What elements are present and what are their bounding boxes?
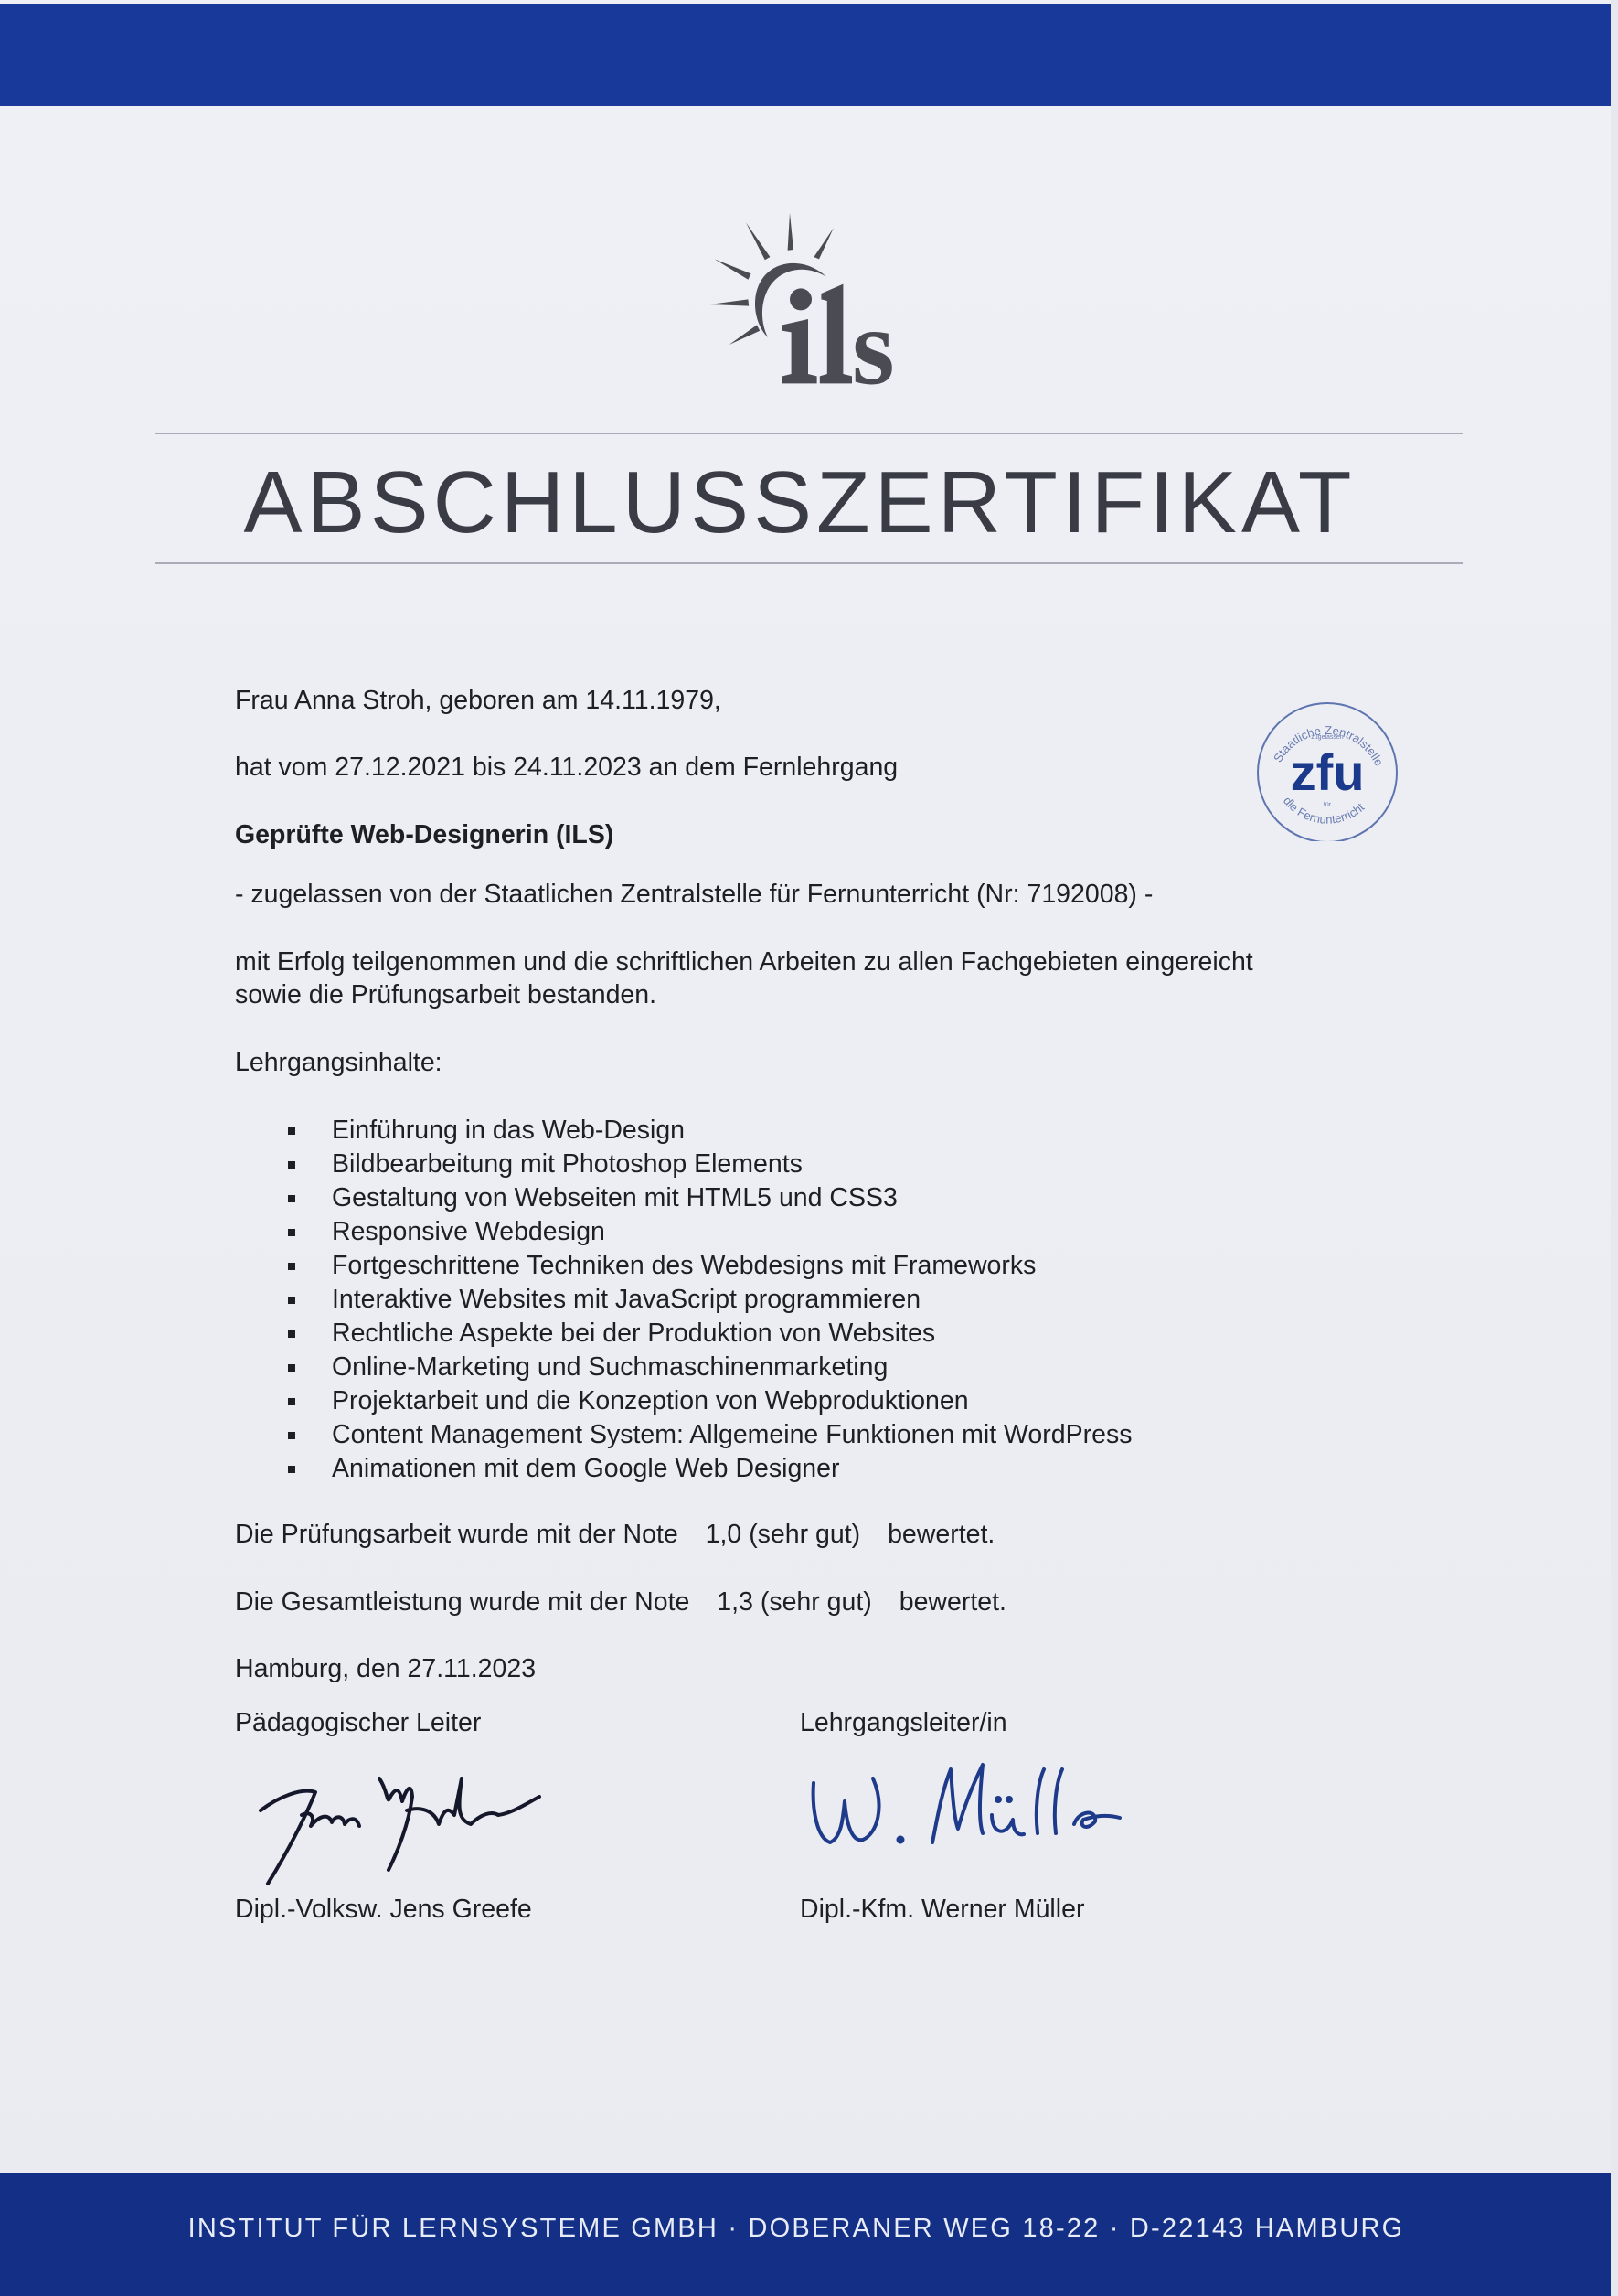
overall-grade-value: 1,3 (sehr gut) xyxy=(717,1587,872,1617)
contents-heading: Lehrgangsinhalte: xyxy=(235,1048,442,1077)
signature-left-icon xyxy=(251,1760,553,1888)
recipient-line: Frau Anna Stroh, geboren am 14.11.1979, xyxy=(235,686,721,715)
zfu-stamp-icon xyxy=(1254,695,1400,841)
signature-right-icon xyxy=(804,1756,1134,1865)
list-item: Content Management System: Allgemeine Funktionen mit WordPress xyxy=(235,1418,1132,1452)
list-item: Animationen mit dem Google Web Designer xyxy=(235,1452,1132,1486)
signatory-role-left: Pädagogischer Leiter xyxy=(235,1708,482,1737)
list-item: Responsive Webdesign xyxy=(235,1215,1132,1249)
signatory-name-right: Dipl.-Kfm. Werner Müller xyxy=(800,1895,1085,1924)
overall-grade-line: Die Gesamtleistung wurde mit der Note 1,3 (sehr gut) bewertet. xyxy=(235,1587,1006,1617)
svg-text:Staatliche Zentralstelle: Staatliche Zentralstelle xyxy=(1270,723,1387,769)
svg-text:zfu: zfu xyxy=(1290,743,1365,801)
course-name: Geprüfte Web-Designerin (ILS) xyxy=(235,820,614,849)
bullet-icon xyxy=(288,1229,295,1236)
bullet-icon xyxy=(288,1432,295,1439)
footer-address: INSTITUT FÜR LERNSYSTEME GMBH · DOBERANER WEG 18-22 · D-22143 HAMBURG xyxy=(187,2214,1405,2243)
approval-line: - zugelassen von der Staatlichen Zentralstelle für Fernunterricht (Nr: 7192008) - xyxy=(235,880,1154,909)
list-item: Interaktive Websites mit JavaScript programmieren xyxy=(235,1283,1132,1317)
top-blue-band xyxy=(0,4,1611,106)
bullet-icon xyxy=(288,1161,295,1169)
certificate-title: ABSCHLUSSZERTIFIKAT xyxy=(243,454,1357,551)
period-line: hat vom 27.12.2021 bis 24.11.2023 an dem Fernlehrgang xyxy=(235,753,899,782)
logo-s-letter: s xyxy=(852,285,895,408)
bullet-icon xyxy=(288,1127,295,1135)
list-item: Einführung in das Web-Design xyxy=(235,1114,1132,1148)
bullet-icon xyxy=(288,1195,295,1202)
bullet-icon xyxy=(288,1297,295,1304)
result-line-2: sowie die Prüfungsarbeit bestanden. xyxy=(235,980,657,1009)
signatory-name-left: Dipl.-Volksw. Jens Greefe xyxy=(235,1895,532,1924)
footer-band xyxy=(0,2173,1611,2296)
list-item: Rechtliche Aspekte bei der Produktion von Websites xyxy=(235,1317,1132,1351)
bullet-icon xyxy=(288,1263,295,1270)
list-item: Projektarbeit und die Konzeption von Webproduktionen xyxy=(235,1384,1132,1418)
bullet-icon xyxy=(288,1330,295,1338)
svg-text:zugelassen: zugelassen xyxy=(1311,734,1344,741)
svg-text:für: für xyxy=(1323,802,1332,808)
exam-grade-line: Die Prüfungsarbeit wurde mit der Note 1,0 (sehr gut) bewertet. xyxy=(235,1520,995,1549)
place-date: Hamburg, den 27.11.2023 xyxy=(235,1654,537,1683)
title-rule-top xyxy=(155,433,1463,434)
list-item: Fortgeschrittene Techniken des Webdesigns mit Frameworks xyxy=(235,1249,1132,1283)
course-contents-list xyxy=(235,1114,1132,1486)
result-line-1: mit Erfolg teilgenommen und die schriftlichen Arbeiten zu allen Fachgebieten eingereicht xyxy=(235,947,1253,977)
ils-logo-icon xyxy=(676,183,932,411)
list-item: Online-Marketing und Suchmaschinenmarketing xyxy=(235,1351,1132,1384)
svg-text:die Fernunterricht: die Fernunterricht xyxy=(1280,794,1368,827)
bullet-icon xyxy=(288,1364,295,1372)
list-item: Gestaltung von Webseiten mit HTML5 und CSS3 xyxy=(235,1181,1132,1215)
title-rule-bottom xyxy=(155,562,1463,564)
bullet-icon xyxy=(288,1398,295,1405)
list-item: Bildbearbeitung mit Photoshop Elements xyxy=(235,1148,1132,1181)
exam-grade-value: 1,0 (sehr gut) xyxy=(705,1520,861,1549)
bullet-icon xyxy=(288,1466,295,1473)
signatory-role-right: Lehrgangsleiter/in xyxy=(800,1708,1007,1737)
